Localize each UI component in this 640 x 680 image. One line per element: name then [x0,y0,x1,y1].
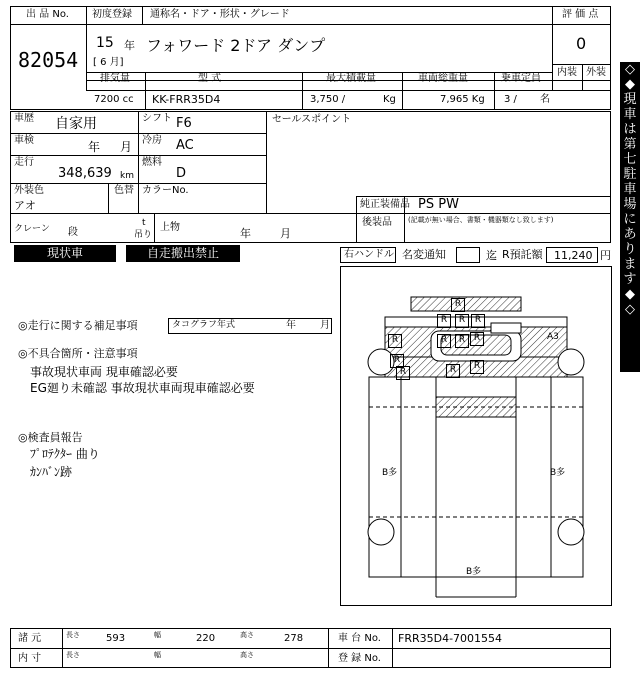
inspection-month: 月 [120,140,133,154]
equipment-value: PS PW [418,197,459,212]
crane-label: クレーン [14,224,50,234]
model-label: 通称名・ドア・形状・グレード [150,9,290,20]
damage-mark-r: R [455,314,469,328]
width-label: 幅 [154,631,161,639]
banner-char: 第 [623,137,637,152]
reg-month: [ 6 月] [93,57,124,68]
type-label: 型 式 [198,73,222,84]
chassis-value: FRR35D4-7001554 [398,632,503,645]
damage-mark-r: R [455,334,469,348]
seats-value: 3 / [504,94,517,105]
divider [356,213,611,214]
inner-height-label: 高さ [240,651,254,659]
gross-weight-label: 車両総重量 [418,73,468,84]
displacement-label: 排気量 [100,73,130,84]
height-value: 278 [284,633,304,644]
banner-char: ◆ [625,77,635,92]
length-value: 593 [106,633,126,644]
registration-label: 登 録 No. [338,653,381,664]
crane-hang: 吊り [134,230,153,240]
damage-mark-r: R [437,334,451,348]
banner-char: あ [623,227,637,242]
banner-char: 車 [623,107,637,122]
displacement-value: 7200 cc [94,94,134,105]
tachograph-year: 年 [286,320,296,331]
defect-line-2: EG廻り未確認 事故現状車両現車確認必要 [30,381,255,395]
divider [392,628,393,668]
divider [582,64,583,90]
inspector-line-2: ｶﾝﾊﾞﾝ跡 [30,465,73,479]
divider [86,90,611,91]
tachograph-label: タコグラフ年式 [172,320,236,330]
damage-mark-r: R [470,332,484,346]
supplement-title: ◎走行に関する補足事項 [18,319,138,332]
divider [494,72,495,110]
crane-t: t [142,218,146,228]
aftermarket-label: 後装品 [362,217,392,228]
mileage-unit: km [120,171,134,181]
type-value: KK-FRR35D4 [152,93,221,106]
inspector-title: ◎検査員報告 [18,431,83,444]
shift-value: F6 [176,116,192,131]
banner-char: 車 [623,182,637,197]
divider [10,213,356,214]
dims-label: 諸 元 [18,633,42,644]
current-condition-badge: 現状車 [14,245,116,262]
divider [145,72,146,110]
inner-width-label: 幅 [154,651,161,659]
sales-point-label: セールスポイント [272,114,352,125]
length-label: 長さ [66,631,80,639]
damage-mark-r: R [390,354,404,368]
divider [356,196,357,243]
name-change-notice: 名変通知 [402,248,446,261]
ac-label: 冷房 [142,135,162,146]
exterior-label: 外装 [586,67,606,78]
banner-char: は [623,122,637,137]
top-month: 月 [280,227,291,240]
recycle-unit: 円 [600,249,611,262]
banner-char: り [623,242,637,257]
top-label: 上物 [160,222,180,233]
reg-year-unit: 年 [124,39,135,52]
banner-char: 場 [623,197,637,212]
first-reg-label: 初度登録 [92,9,132,20]
top-year: 年 [240,227,251,240]
no-self-drive-badge: 自走搬出禁止 [126,245,240,262]
divider [86,72,552,73]
damage-mark-b-bottom: B多 [466,567,482,577]
mileage-value: 348,639 [58,166,112,181]
divider [302,72,303,110]
divider [62,628,63,668]
history-label: 車歴 [14,113,34,124]
capacity-value: 3,750 / [310,94,346,105]
name-change-box [456,247,480,263]
divider [266,111,267,213]
divider [328,628,329,668]
divider [86,6,87,90]
lot-number: 82054 [18,48,79,72]
damage-mark-r: R [471,314,485,328]
divider [108,183,109,213]
shift-label: シフト [142,113,172,124]
damage-mark-a3: A3 [547,332,559,342]
ac-value: AC [176,138,194,153]
banner-char: す [623,272,637,287]
divider [154,213,155,243]
equipment-label: 純正装備品 [360,199,410,210]
damage-mark-r: R [396,366,410,380]
eval-score: 0 [576,34,587,53]
color-value: アオ [14,199,36,212]
right-handle: 右ハンドル [344,249,394,260]
inspection-label: 車検 [14,135,34,146]
color-label: 外装色 [14,185,44,196]
recycle-value: 11,240 [554,249,593,262]
divider [402,72,403,110]
color-no-label: カラーNo. [142,185,189,196]
width-value: 220 [196,633,216,644]
recycle-label: R預託額 [502,248,543,261]
banner-char: ◇ [625,302,635,317]
fuel-value: D [176,166,187,181]
damage-mark-r: R [446,364,460,378]
color-change-label: 色替 [114,185,134,196]
divider [10,24,611,25]
damage-mark-b-right: B多 [550,468,566,478]
damage-mark-r: R [388,334,402,348]
defect-title: ◎不具合箇所・注意事項 [18,347,138,360]
height-label: 高さ [240,631,254,639]
parking-location-banner [620,62,640,372]
divider [10,133,266,134]
damage-mark-r: R [451,298,465,312]
aftermarket-note: (記載が無い場合、書類・機器類なし致します) [408,216,554,224]
tachograph-month: 月 [320,320,330,331]
defect-line-1: 事故現状車両 現車確認必要 [30,365,178,379]
banner-char: 七 [623,152,637,167]
divider [10,648,611,649]
capacity-unit: Kg [383,94,396,105]
divider [552,6,553,90]
divider [86,80,552,81]
name-change-until: 迄 [486,249,497,262]
history-value: 自家用 [55,116,97,132]
banner-char: ま [623,257,637,272]
chassis-label: 車 台 No. [338,633,381,644]
divider [138,111,139,213]
fuel-label: 燃料 [142,157,162,168]
banner-char: 現 [623,92,637,107]
crane-stage: 段 [68,227,78,238]
damage-mark-r: R [437,314,451,328]
inner-length-label: 長さ [66,651,80,659]
banner-char: 駐 [623,167,637,182]
reg-year: 15 [96,35,114,51]
divider [142,6,143,24]
seats-label: 乗車定員 [501,73,541,84]
banner-char: ◆ [625,287,635,302]
vehicle-name: フォワード 2ドア ダンプ [146,36,326,55]
damage-mark-b-left: B多 [382,468,398,478]
mileage-label: 走行 [14,157,34,168]
banner-char: に [623,212,637,227]
capacity-label: 最大積載量 [326,73,376,84]
divider [356,196,611,197]
inner-dims-label: 内 寸 [18,653,42,664]
interior-label: 内装 [557,67,577,78]
eval-label: 評 価 点 [562,9,599,20]
inspector-line-1: ﾌﾟﾛﾃｸﾀｰ 曲り [30,447,100,461]
damage-mark-r: R [470,360,484,374]
banner-char: ◇ [625,62,635,77]
seats-unit: 名 [540,94,550,105]
divider [10,183,266,184]
inspection-year: 年 [88,140,101,154]
lot-label: 出 品 No. [26,9,69,20]
gross-weight-value: 7,965 Kg [440,94,485,105]
divider [10,155,266,156]
